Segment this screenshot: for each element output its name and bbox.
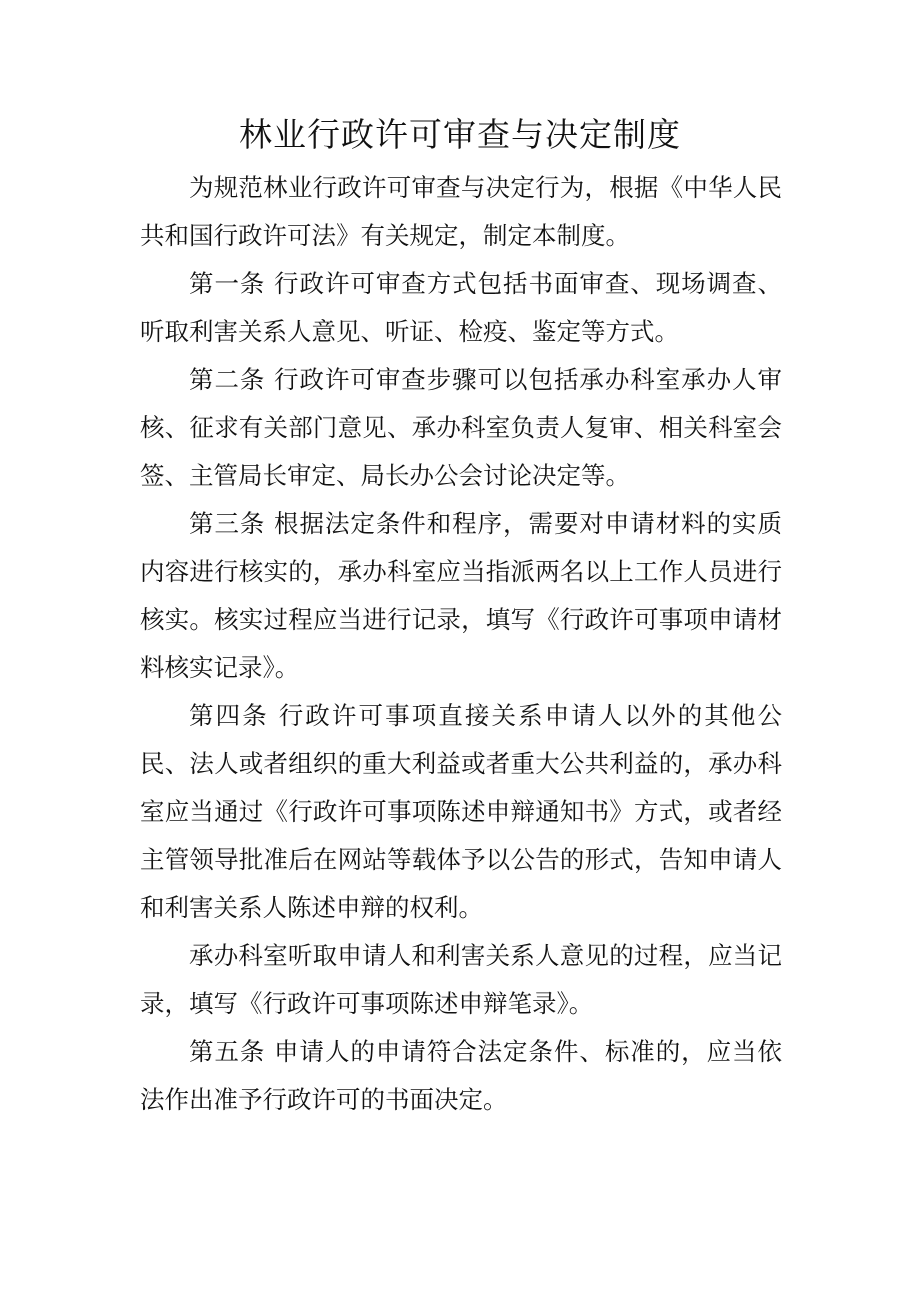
paragraph-article-4-supplement: 承办科室听取申请人和利害关系人意见的过程，应当记录，填写《行政许可事项陈述申辩笔录》。 [140,941,782,1018]
document-title: 林业行政许可审查与决定制度 [239,115,681,154]
paragraph-preamble: 为规范林业行政许可审查与决定行为，根据《中华人民共和国行政许可法》有关规定，制定本制度。 [140,173,782,250]
paragraph-article-1: 第一条 行政许可审查方式包括书面审查、现场调查、听取利害关系人意见、听证、检疫、鉴定等方式。 [140,269,782,346]
paragraph-article-5: 第五条 申请人的申请符合法定条件、标准的，应当依法作出准予行政许可的书面决定。 [140,1037,782,1114]
paragraph-article-3: 第三条 根据法定条件和程序，需要对申请材料的实质内容进行核实的，承办科室应当指派两名以上工作人员进行核实。核实过程应当进行记录，填写《行政许可事项申请材料核实记录》。 [140,509,782,682]
paragraph-article-2: 第二条 行政许可审查步骤可以包括承办科室承办人审核、征求有关部门意见、承办科室负责人复审、相关科室会签、主管局长审定、局长办公会讨论决定等。 [140,365,782,490]
paragraph-article-4: 第四条 行政许可事项直接关系申请人以外的其他公民、法人或者组织的重大利益或者重大公共利益的，承办科室应当通过《行政许可事项陈述申辩通知书》方式，或者经主管领导批准后在网站等载体予以公告的形式，告知申请人和利害关系人陈述申辩的权利。 [140,701,782,922]
document-body [140,164,782,1124]
